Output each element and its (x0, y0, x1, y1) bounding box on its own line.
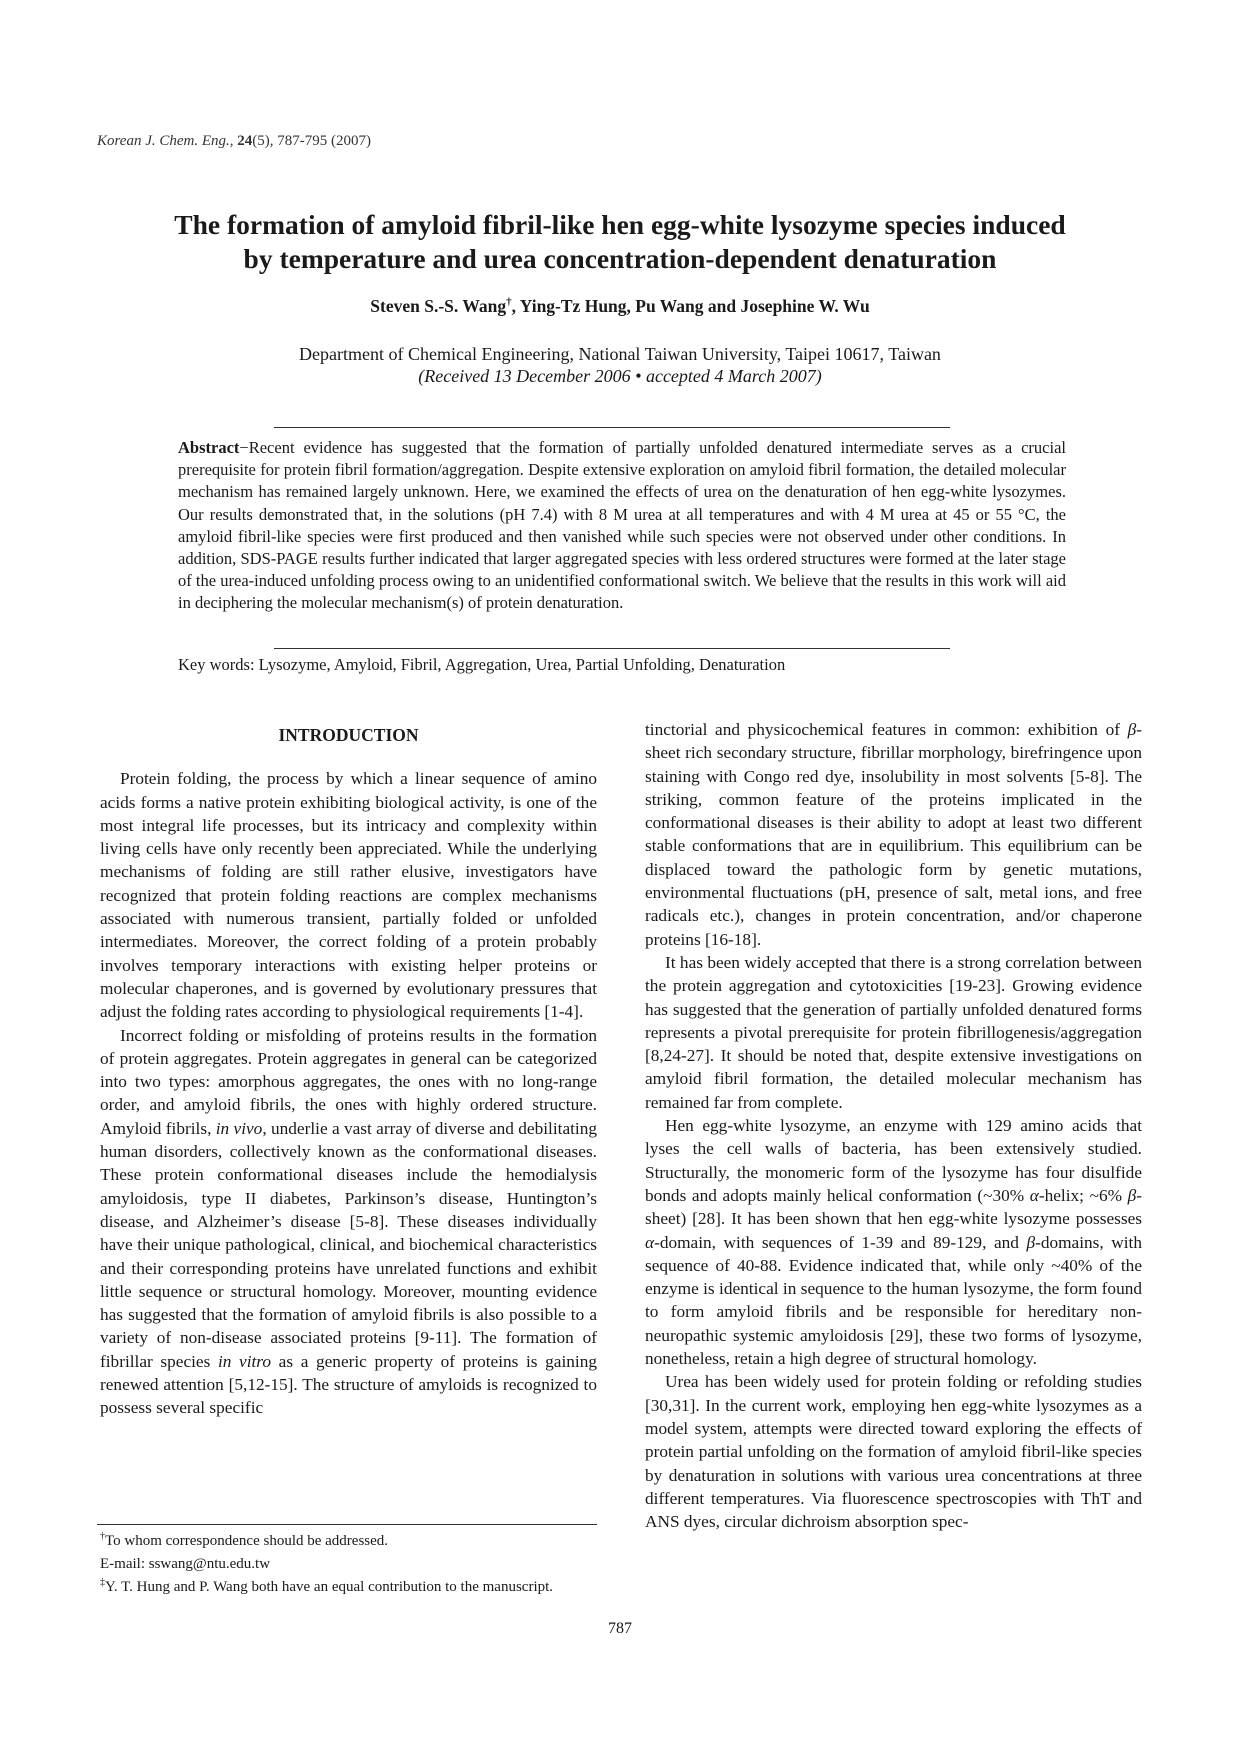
journal-issue: (5), 787-795 (2007) (252, 133, 371, 149)
text-span: tinctorial and physicochemical features in common: exhibition of (645, 720, 1128, 739)
right-paragraph-3 (645, 1114, 1142, 1370)
left-column (100, 718, 597, 1420)
author-first: Steven S.-S. Wang (370, 296, 507, 316)
footnote-text: To whom correspondence should be addressed. (105, 1533, 389, 1549)
right-paragraph-2: It has been widely accepted that there is a strong correlation between the protein aggregation and cytotoxicities [19-23]. Growing evidence has suggested that the generation of partially unfolded denatured forms represents a pivotal prerequisite for protein fibrillogenesis/aggregation [8,24-27]. It should be noted that, despite extensive investigations on amyloid fibril formation, the detailed molecular mechanism has remained far from complete. (645, 952, 1142, 1112)
text-span: as a generic property of proteins is gaining renewed attention [5,12-15]. The structure of amyloids is recognized to possess several specific (100, 1351, 597, 1418)
text-span: Hen egg-white lysozyme, an enzyme with 129 amino acids that lyses the cell walls of bacteria, has been extensively studied. Structurally, the monomeric form of the lysozyme has four disulfide bonds and adopts mainly helical conformation (~30% (645, 1116, 1142, 1205)
footnote-correspondence (100, 1530, 605, 1553)
footnote-text: Y. T. Hung and P. Wang both have an equal contribution to the manuscript. (105, 1579, 554, 1595)
page-number: 787 (608, 1620, 632, 1637)
dagger-mark: † (506, 296, 512, 309)
authors (100, 296, 1140, 317)
abstract-top-rule (274, 427, 950, 428)
text-span: -domains, with sequence of 40-88. Evidence indicated that, while only ~40% of the enzyme is identical in sequence to the human lysozyme, the form found to form amyloid fibrils and be responsible for hereditary non-neuropathic systemic amyloidosis [29], these two forms of lysozyme, nonetheless, retain a high degree of structural homology. (645, 1232, 1142, 1369)
footnote-equal-contribution (100, 1576, 605, 1599)
footnote-email: E-mail: sswang@ntu.edu.tw (100, 1556, 271, 1572)
greek-beta: β (1127, 1185, 1137, 1205)
journal-citation (97, 133, 371, 150)
text-span: -sheet rich secondary structure, fibrillar morphology, birefringence upon staining with Congo red dye, insolubility in most solvents [5-8]. The striking, common feature of the proteins implicated in the conformational diseases is their ability to adopt at least two different stable conformations that are in equilibrium. This equilibrium can be displaced toward the pathologic form by genetic mutations, environmental fluctuations (pH, presence of salt, metal ions, and free radicals etc.), changes in protein concentration, and/or chaperone proteins [16-18]. (645, 720, 1142, 949)
abstract-dash: − (239, 438, 249, 457)
text-span: -helix; ~6% (1038, 1185, 1128, 1205)
dagger-mark: † (100, 1531, 105, 1542)
department: Department of Chemical Engineering, National Taiwan University, Taipei 10617, Taiwan (299, 344, 941, 364)
right-paragraph-1 (645, 718, 1142, 951)
intro-paragraph-2 (100, 1024, 597, 1420)
greek-beta: β (1127, 720, 1137, 739)
title-line-1: The formation of amyloid fibril-like hen egg-white lysozyme species induced (174, 209, 1066, 240)
footnote-rule (97, 1524, 597, 1525)
greek-beta: β (1026, 1232, 1036, 1252)
journal-sep: , (229, 133, 238, 149)
text-span: -domain, with sequences of 1-39 and 89-129, and (654, 1232, 1027, 1252)
abstract-bottom-rule (274, 648, 950, 649)
abstract-label: Abstract (178, 438, 240, 457)
journal-volume: 24 (237, 133, 253, 149)
double-dagger-mark: ‡ (100, 1577, 105, 1588)
intro-paragraph-1: Protein folding, the process by which a linear sequence of amino acids forms a native protein exhibiting biological activity, is one of the most integral life processes, but its intricacy and complexity within living cells have only recently been appreciated. While the underlying mechanisms of folding are still rather elusive, investigators have recognized that protein folding reactions are complex mechanisms associated with numerous transient, partially folded or unfolded intermediates. Moreover, the correct folding of a protein probably involves temporary interactions with existing helper proteins or molecular chaperones, and is governed by evolutionary pressures that adjust the folding rates according to physiological requirements [1-4]. (100, 769, 597, 1022)
right-column (645, 718, 1142, 1533)
italic-in-vivo: in vivo (215, 1118, 263, 1138)
title-line-2: by temperature and urea concentration-dependent denaturation (243, 243, 997, 274)
affiliation (100, 343, 1140, 387)
text-span: -sheet) [28]. It has been shown that hen egg-white lysozyme possesses (645, 1185, 1143, 1229)
abstract-text: Recent evidence has suggested that the formation of partially unfolded denatured intermediate serves as a crucial prerequisite for protein fibril formation/aggregation. Despite extensive exploration on amyloid fibril formation, the detailed molecular mechanism has remained largely unknown. Here, we examined the effects of urea on the denaturation of hen egg-white lysozymes. Our results demonstrated that, in the solutions (pH 7.4) with 8 M urea at all temperatures and with 4 M urea at 45 or 55 °C, the amyloid fibril-like species were first produced and then vanished while such species were not observed under other conditions. In addition, SDS-PAGE results further indicated that larger aggregated species with less ordered structures were formed at the later stage of the urea-induced unfolding process owing to an unidentified conformational switch. We believe that the results in this work will aid in deciphering the molecular mechanism(s) of protein denaturation. (178, 438, 1066, 613)
abstract (178, 437, 1066, 615)
author-rest: , Ying-Tz Hung, Pu Wang and Josephine W. Wu (511, 296, 870, 316)
text-span: , underlie a vast array of diverse and debilitating human disorders, collectively known as the conformational diseases. These protein conformational diseases include the hemodialysis amyloidosis, type II diabetes, Parkinson’s disease, Huntington’s disease, and Alzheimer’s disease [5-8]. These diseases individually have their unique pathological, clinical, and biochemical characteristics and their corresponding proteins have unrelated functions and exhibit little sequence or structural homology. Moreover, mounting evidence has suggested that the formation of amyloid fibrils is also possible to a variety of non-disease associated proteins [9-11]. The formation of fibrillar species (100, 1118, 598, 1371)
greek-alpha: α (1029, 1185, 1039, 1205)
section-heading-introduction: INTRODUCTION (278, 725, 419, 745)
article-title (100, 208, 1140, 276)
keywords: Key words: Lysozyme, Amyloid, Fibril, Aggregation, Urea, Partial Unfolding, Denaturation (178, 655, 786, 674)
right-paragraph-4: Urea has been widely used for protein folding or refolding studies [30,31]. In the current work, employing hen egg-white lysozymes as a model system, attempts were directed toward exploring the effects of protein partial unfolding on the formation of amyloid fibril-like species by denaturation in solutions with various urea concentrations at three different temperatures. Via fluorescence spectroscopies with ThT and ANS dyes, circular dichroism absorption spec- (645, 1372, 1142, 1532)
text-span: Incorrect folding or misfolding of proteins results in the formation of protein aggregates. Protein aggregates in general can be categorized into two types: amorphous aggregates, the ones with no long-range order, and amyloid fibrils, the ones with highly ordered structure. Amyloid fibrils, (100, 1025, 597, 1138)
greek-alpha: α (645, 1232, 655, 1252)
journal-name: Korean J. Chem. Eng. (97, 133, 230, 149)
received-dates: (Received 13 December 2006 • accepted 4 March 2007) (418, 366, 822, 386)
italic-in-vitro: in vitro (217, 1351, 272, 1371)
footnotes (100, 1530, 605, 1599)
